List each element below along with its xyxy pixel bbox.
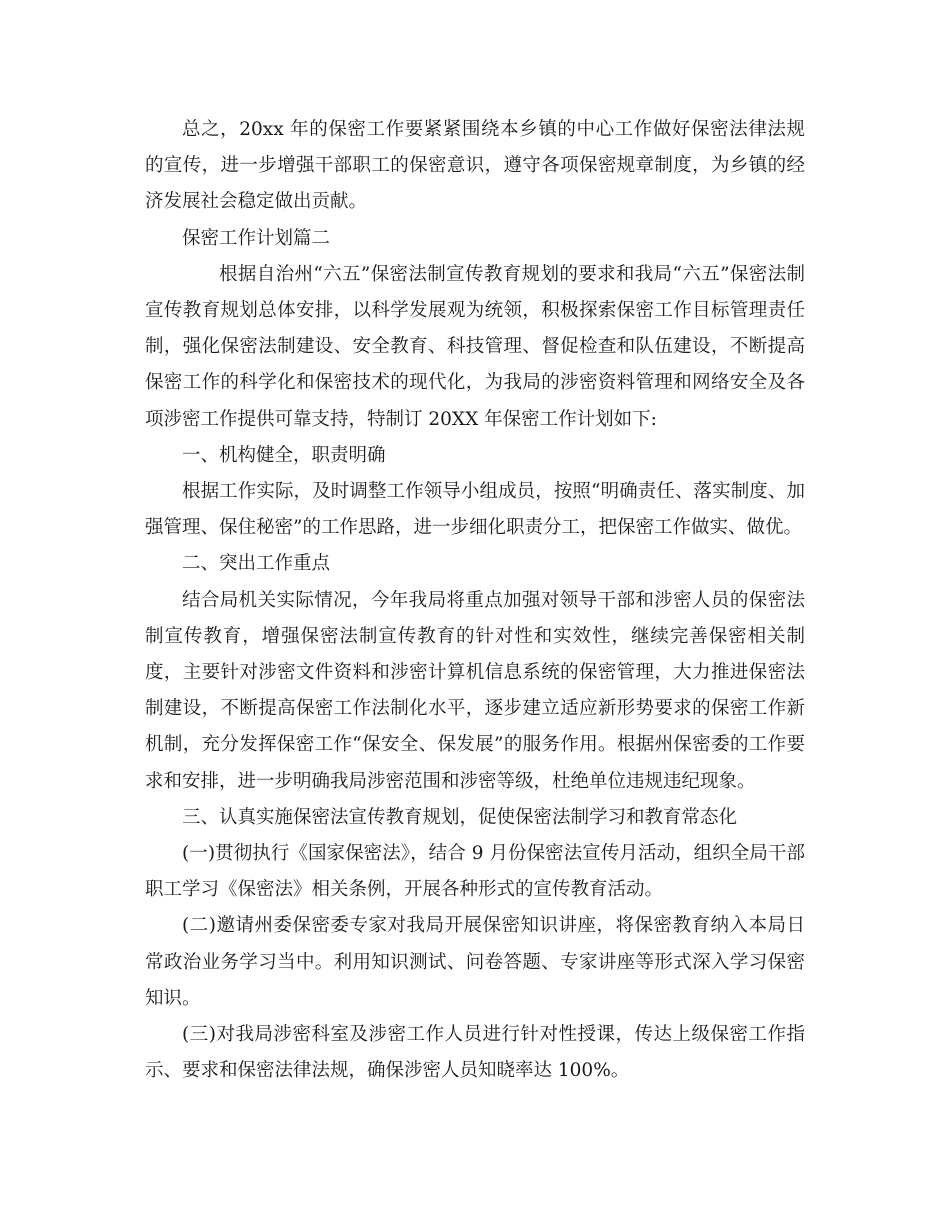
paragraph-item-three: (三)对我局涉密科室及涉密工作人员进行针对性授课，传达上级保密工作指示、要求和保密法律法规，确保涉密人员知晓率达 100%。 [145, 1024, 805, 1082]
paragraph-summary: 总之，20xx 年的保密工作要紧紧围绕本乡镇的中心工作做好保密法律法规的宣传，进一步增强干部职工的保密意识，遵守各项保密规章制度，为乡镇的经济发展社会稳定做出贡献。 [145, 119, 805, 213]
section-title-plan-two: 保密工作计划篇二 [182, 227, 331, 249]
heading-two: 二、突出工作重点 [182, 553, 331, 575]
document-body [145, 112, 805, 1089]
paragraph-organization: 根据工作实际，及时调整工作领导小组成员，按照“明确责任、落实制度、加强管理、保住秘密”的工作思路，进一步细化职责分工，把保密工作做实、做优。 [145, 481, 805, 539]
paragraph-item-one: (一)贯彻执行《国家保密法》，结合 9 月份保密法宣传月活动，组织全局干部职工学习《保密法》相关条例，开展各种形式的宣传教育活动。 [145, 843, 805, 901]
heading-three: 三、认真实施保密法宣传教育规划，促使保密法制学习和教育常态化 [182, 806, 738, 828]
paragraph-item-two: (二)邀请州委保密委专家对我局开展保密知识讲座，将保密教育纳入本局日常政治业务学习当中。利用知识测试、问卷答题、专家讲座等形式深入学习保密知识。 [145, 915, 805, 1009]
heading-one: 一、机构健全，职责明确 [182, 444, 386, 466]
paragraph-intro: 根据自治州“六五”保密法制宣传教育规划的要求和我局“六五”保密法制宣传教育规划总体安排，以科学发展观为统领，积极探索保密工作目标管理责任制，强化保密法制建设、安全教育、科技管理、督促检查和队伍建设，不断提高保密工作的科学化和保密技术的现代化，为我局的涉密资料管理和网络安全及各项涉密工作提供可靠支持，特制订 20XX 年保密工作计划如下: [145, 263, 805, 430]
paragraph-key-work: 结合局机关实际情况，今年我局将重点加强对领导干部和涉密人员的保密法制宣传教育，增强保密法制宣传教育的针对性和实效性，继续完善保密相关制度，主要针对涉密文件资料和涉密计算机信息系统的保密管理，大力推进保密法制建设，不断提高保密工作法制化水平，逐步建立适应新形势要求的保密工作新机制，充分发挥保密工作“保安全、保发展”的服务作用。根据州保密委的工作要求和安排，进一步明确我局涉密范围和涉密等级，杜绝单位违规违纪现象。 [145, 589, 805, 792]
